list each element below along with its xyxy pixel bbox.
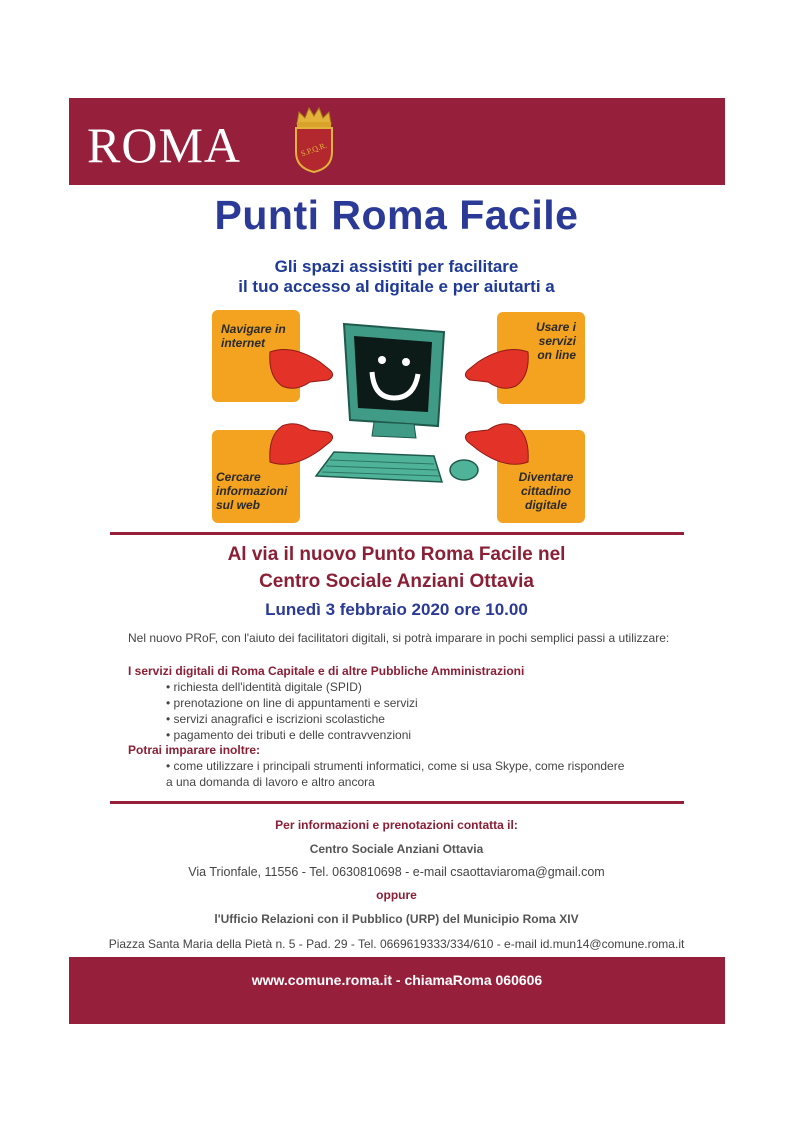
svg-text:S.P.Q.R.: S.P.Q.R. (299, 140, 329, 159)
list-item: • come utilizzare i principali strumenti informatici, come si usa Skype, come rispondere (166, 758, 624, 774)
list-item: • richiesta dell'identità digitale (SPID) (166, 679, 418, 695)
contact-heading: Per informazioni e prenotazioni contatta il: (275, 818, 518, 832)
keyboard-icon (316, 452, 442, 482)
services-list (166, 679, 418, 743)
divider-top (110, 532, 684, 535)
header-band (69, 98, 725, 185)
event-date: Lunedì 3 febbraio 2020 ore 10.00 (265, 600, 528, 619)
footer-text: www.comune.roma.it - chiamaRoma 060606 (251, 972, 543, 988)
event-title-line-1: Al via il nuovo Punto Roma Facile nel (227, 544, 566, 565)
subtitle (0, 257, 793, 297)
contact-urp: l'Ufficio Relazioni con il Pubblico (URP) del Municipio Roma XIV (214, 912, 579, 926)
contact-urp-address: Piazza Santa Maria della Pietà n. 5 - Pad. 29 - Tel. 0669619333/334/610 - e-mail id.mun14@comune.roma.it (108, 937, 685, 951)
services-heading: I servizi digitali di Roma Capitale e di altre Pubbliche Amministrazioni (128, 664, 525, 678)
roma-logo-text: ROMA (87, 117, 242, 173)
footer-band (69, 957, 725, 1024)
tile-label-usare: Usare i servizi on line (535, 320, 576, 362)
monitor-icon (344, 324, 444, 438)
event-title-line-2: Centro Sociale Anziani Ottavia (259, 571, 534, 592)
contact-or: oppure (376, 888, 417, 902)
list-item-continuation: a una domanda di lavoro e altro ancora (166, 775, 375, 789)
digital-illustration (212, 310, 585, 523)
more-heading: Potrai imparare inoltre: (128, 743, 261, 757)
list-item: • servizi anagrafici e iscrizioni scolastiche (166, 711, 418, 727)
contact-address: Via Trionfale, 11556 - Tel. 0630810698 - e-mail csaottaviaroma@gmail.com (188, 865, 605, 879)
contact-name: Centro Sociale Anziani Ottavia (309, 842, 484, 856)
page-title: Punti Roma Facile (214, 192, 579, 238)
subtitle-line-1: Gli spazi assistiti per facilitare (274, 257, 519, 276)
tile-label-diventare: Diventare cittadino digitale (518, 470, 574, 512)
roma-crest-icon (289, 104, 339, 174)
more-list (166, 758, 624, 790)
tile-label-navigare: Navigare in internet (221, 322, 286, 350)
list-item: • pagamento dei tributi e delle contravvenzioni (166, 727, 418, 743)
mouse-icon (450, 460, 478, 480)
computer-graphic (212, 310, 585, 523)
tile-label-cercare: Cercare informazioni sul web (216, 470, 288, 512)
list-item: • prenotazione on line di appuntamenti e servizi (166, 695, 418, 711)
subtitle-line-2: il tuo accesso al digitale e per aiutarti a (238, 277, 555, 296)
divider-bottom (110, 801, 684, 804)
intro-text: Nel nuovo PRoF, con l'aiuto dei facilitatori digitali, si potrà imparare in pochi semplici passi a utilizzare: (128, 631, 670, 645)
